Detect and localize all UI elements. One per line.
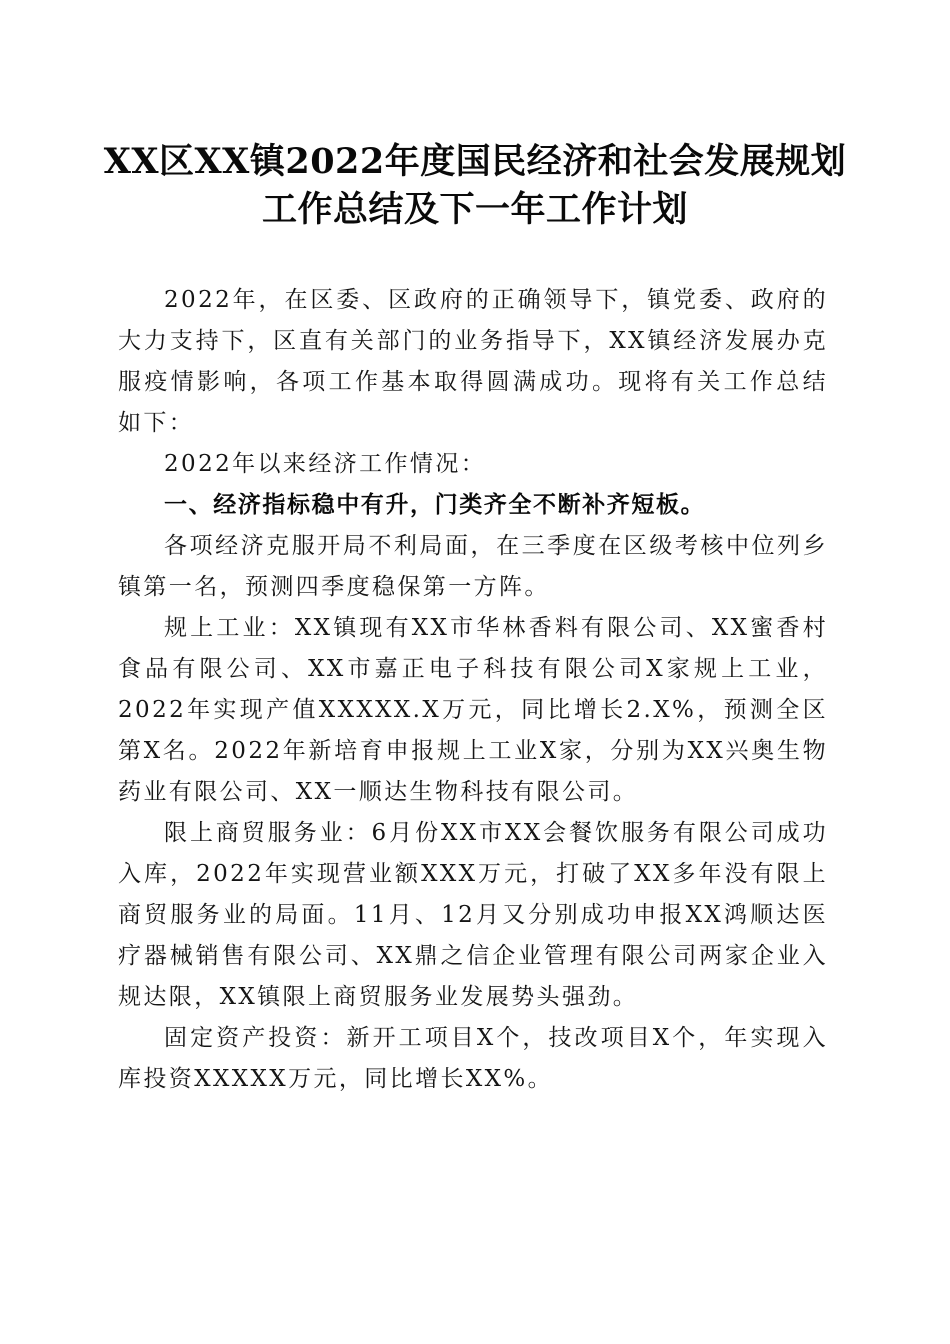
fixed-asset-investment-paragraph: 固定资产投资：新开工项目X个，技改项目X个，年实现入库投资XXXXX万元，同比增长XX%。: [118, 1025, 828, 1092]
document-title: XX区XX镇2022年度国民经济和社会发展规划工作总结及下一年工作计划: [103, 141, 847, 230]
work-overview-paragraph: 2022年以来经济工作情况：: [164, 451, 487, 477]
industry-paragraph: 规上工业：XX镇现有XX市华林香料有限公司、XX蜜香村食品有限公司、XX市嘉正电子科技有限公司X家规上工业，2022年实现产值XXXXX.X万元，同比增长2.X%，预测全区第X名。2022年新培育申报规上工业X家，分别为XX兴奥生物药业有限公司、XX一顺达生物科技有限公司。: [118, 615, 828, 805]
intro-paragraph: 2022年，在区委、区政府的正确领导下，镇党委、政府的大力支持下，区直有关部门的业务指导下，XX镇经济发展办克服疫情影响，各项工作基本取得圆满成功。现将有关工作总结如下：: [118, 287, 828, 436]
document-body: [118, 280, 828, 1100]
section-heading-1: 一、经济指标稳中有升，门类齐全不断补齐短板。: [164, 492, 706, 518]
commerce-service-paragraph: 限上商贸服务业：6月份XX市XX会餐饮服务有限公司成功入库，2022年实现营业额XXX万元，打破了XX多年没有限上商贸服务业的局面。11月、12月又分别成功申报XX鸿顺达医疗器械销售有限公司、XX鼎之信企业管理有限公司两家企业入规达限，XX镇限上商贸服务业发展势头强劲。: [118, 820, 828, 1010]
economic-ranking-paragraph: 各项经济克服开局不利局面，在三季度在区级考核中位列乡镇第一名，预测四季度稳保第一方阵。: [118, 533, 828, 600]
